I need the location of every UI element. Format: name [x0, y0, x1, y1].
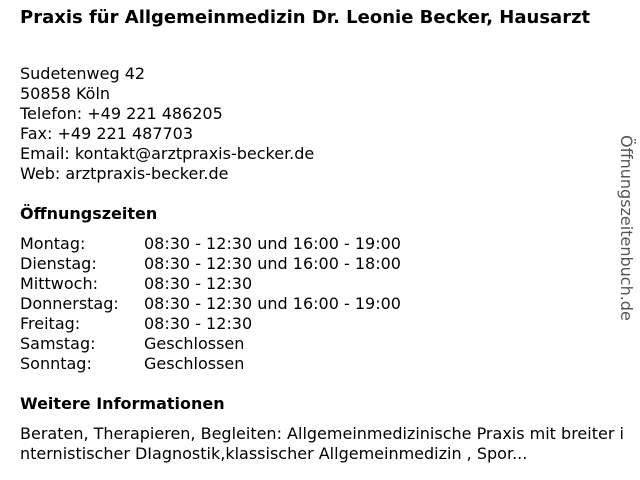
phone-number: Telefon: +49 221 486205: [20, 104, 223, 123]
street-address: Sudetenweg 42: [20, 64, 146, 83]
hours-row-thursday: [20, 294, 401, 314]
brand-watermark: Öffnungszeitenbuch.de: [617, 135, 636, 321]
hours-value: Geschlossen: [144, 354, 245, 373]
hours-row-wednesday: [20, 274, 401, 294]
weekday-label: Montag:: [20, 234, 86, 253]
hours-value: 08:30 - 12:30 und 16:00 - 19:00: [144, 294, 401, 313]
postal-city: 50858 Köln: [20, 84, 111, 103]
opening-hours-table: [20, 234, 401, 374]
weekday-label: Mittwoch:: [20, 274, 98, 293]
more-info-text: Beraten, Therapieren, Begleiten: Allgemeinmedizinische Praxis mit breiter internistischer DIagnostik,klassischer Allgemeinmedizin , Spor...: [20, 424, 624, 463]
hours-value: 08:30 - 12:30 und 16:00 - 19:00: [144, 234, 401, 253]
fax-number: Fax: +49 221 487703: [20, 124, 194, 143]
hours-value: Geschlossen: [144, 334, 245, 353]
weekday-label: Dienstag:: [20, 254, 97, 273]
hours-row-monday: [20, 234, 401, 254]
weekday-label: Freitag:: [20, 314, 81, 333]
hours-value: 08:30 - 12:30 und 16:00 - 18:00: [144, 254, 401, 273]
weekday-label: Sonntag:: [20, 354, 92, 373]
hours-row-tuesday: [20, 254, 401, 274]
email-address: Email: kontakt@arztpraxis-becker.de: [20, 144, 315, 163]
opening-hours-heading: Öffnungszeiten: [20, 204, 158, 223]
contact-block: [20, 64, 314, 184]
more-info-heading: Weitere Informationen: [20, 394, 225, 413]
hours-row-sunday: [20, 354, 401, 374]
weekday-label: Samstag:: [20, 334, 96, 353]
website: Web: arztpraxis-becker.de: [20, 164, 229, 183]
hours-row-friday: [20, 314, 401, 334]
hours-value: 08:30 - 12:30: [144, 314, 253, 333]
practice-title: Praxis für Allgemeinmedizin Dr. Leonie Becker, Hausarzt: [20, 7, 591, 28]
hours-row-saturday: [20, 334, 401, 354]
hours-value: 08:30 - 12:30: [144, 274, 253, 293]
weekday-label: Donnerstag:: [20, 294, 119, 313]
